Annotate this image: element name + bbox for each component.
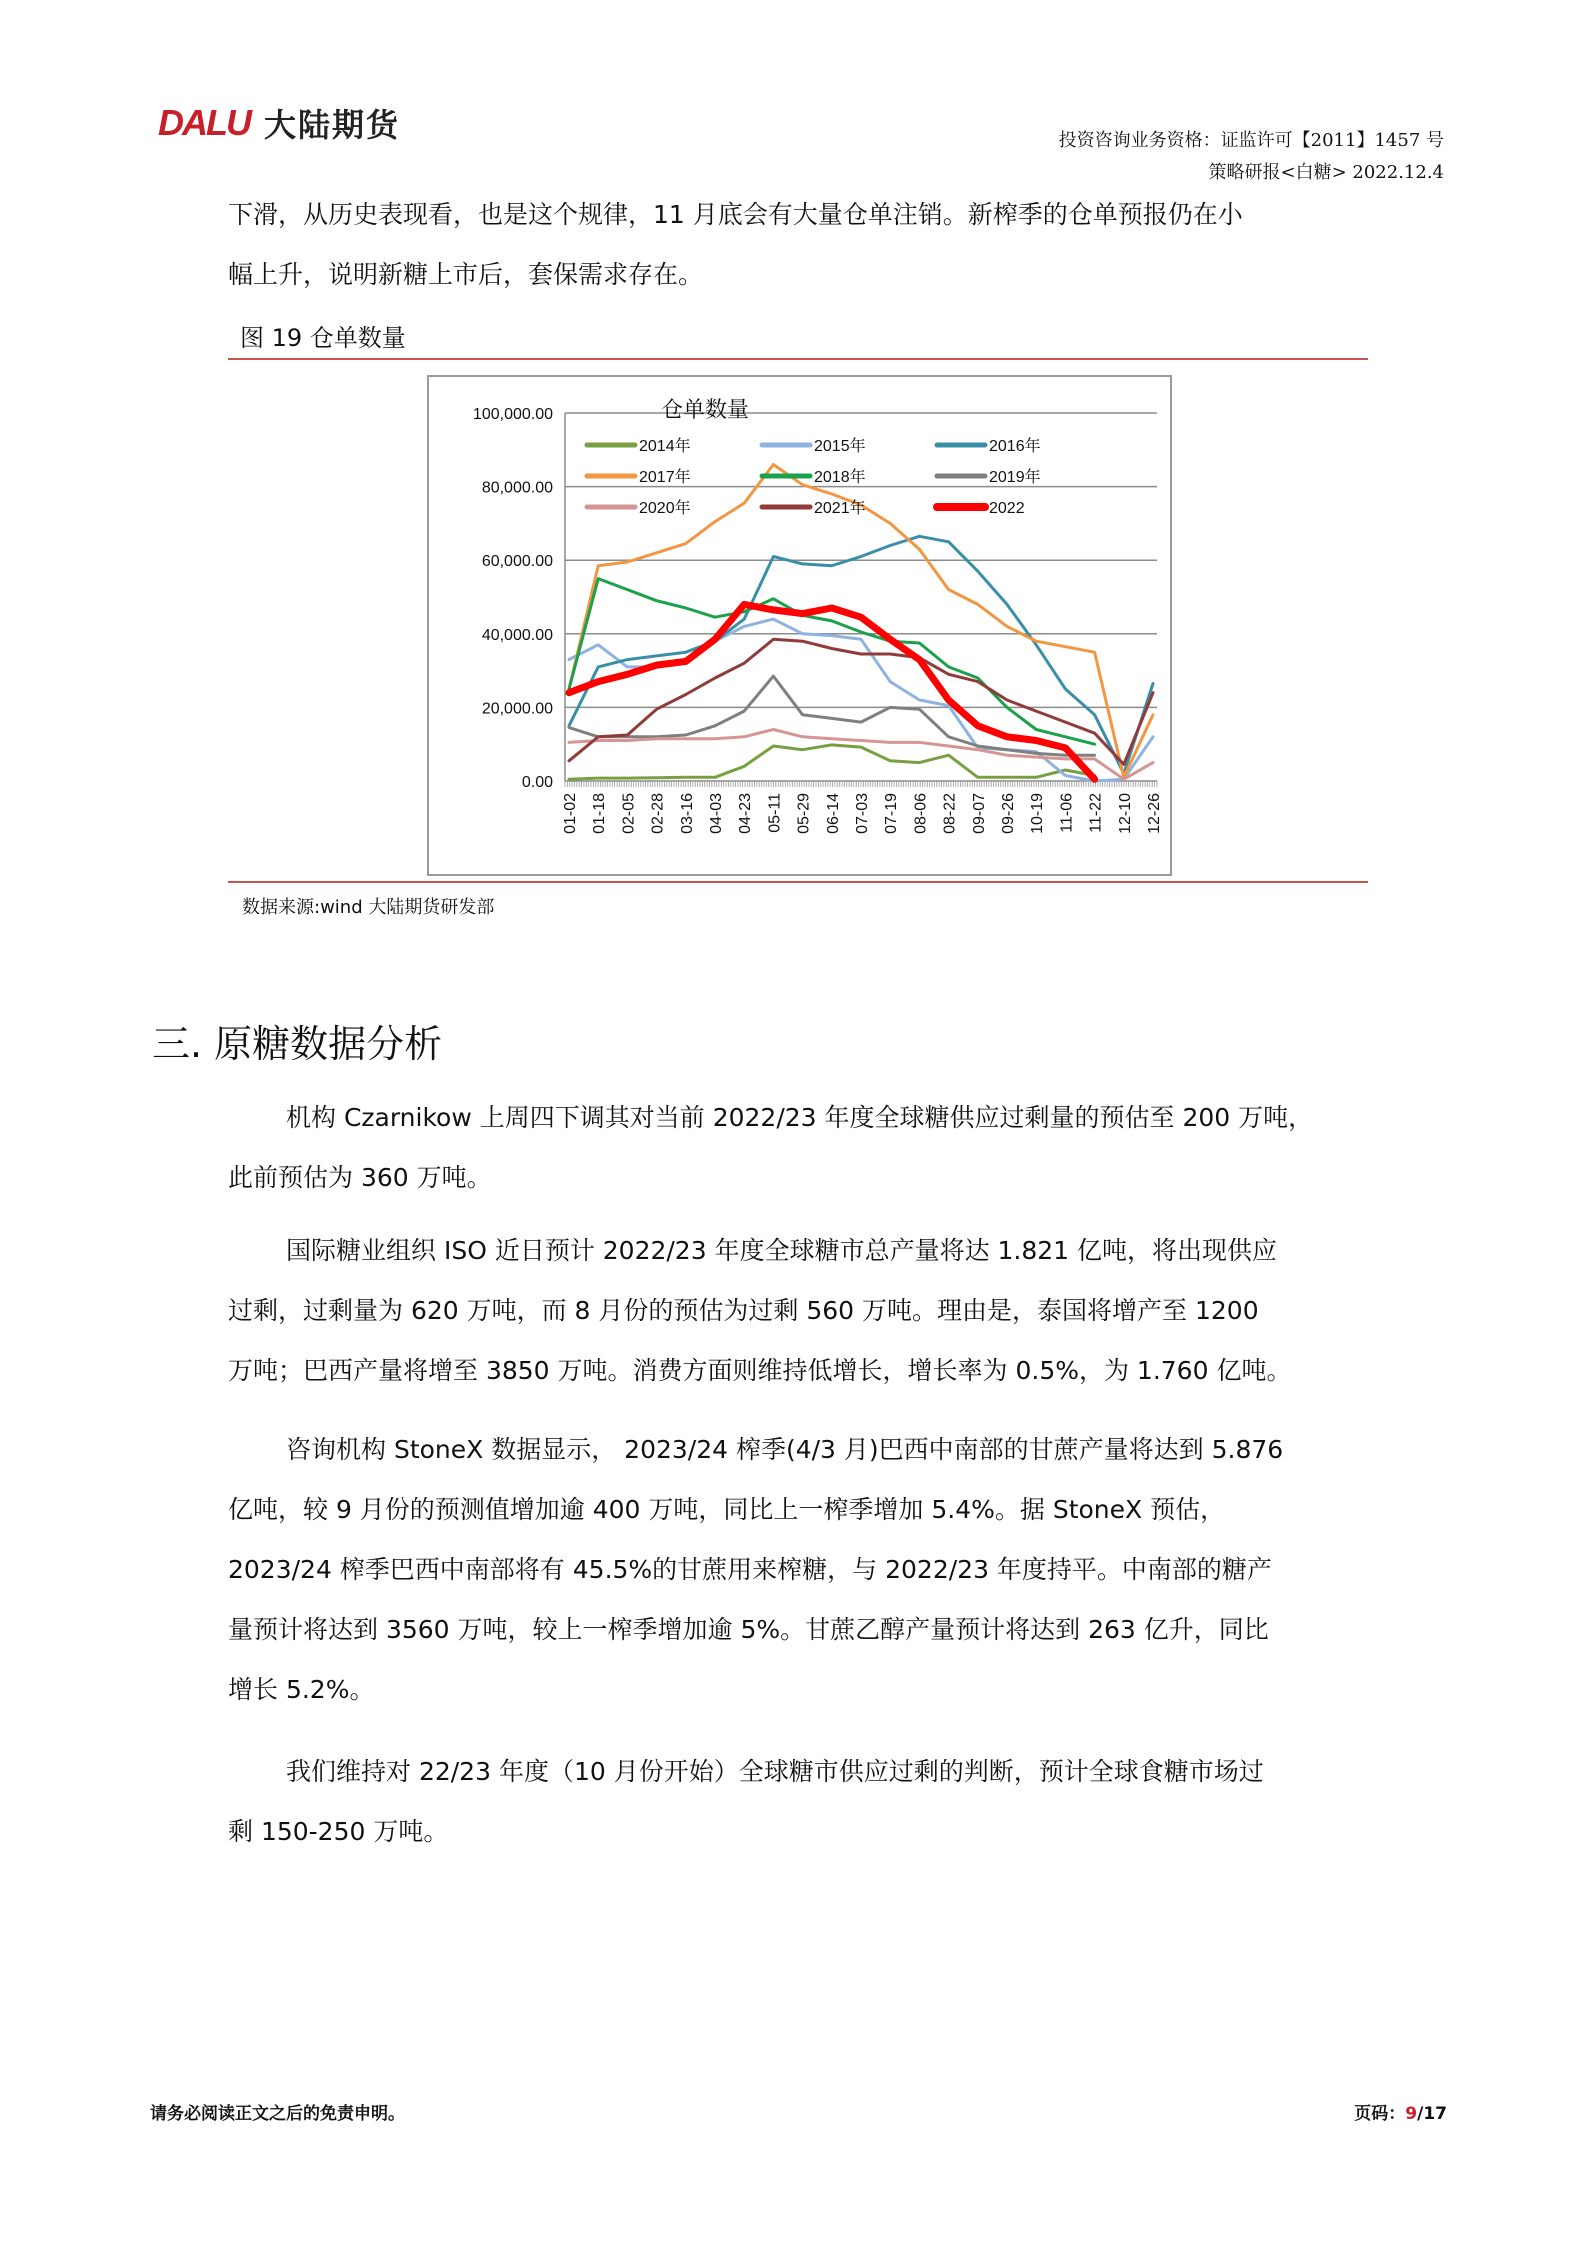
chart-legend bbox=[587, 436, 1041, 517]
legend-label: 2015年 bbox=[814, 438, 866, 455]
x-tick-label: 09-07 bbox=[970, 793, 988, 834]
p2-line-1: 国际糖业组织 ISO 近日预计 2022/23 年度全球糖市总产量将达 1.821 亿吨，将出现供应 bbox=[286, 1236, 1278, 1265]
y-tick-label: 40,000.00 bbox=[481, 626, 553, 644]
paragraph-iso bbox=[228, 1221, 1448, 1401]
x-tick-label: 12-10 bbox=[1116, 793, 1134, 834]
p3-line-5: 增长 5.2%。 bbox=[228, 1675, 375, 1704]
legend-label: 2014年 bbox=[639, 438, 691, 455]
page-current: 9 bbox=[1405, 2104, 1418, 2124]
chart-frame bbox=[427, 375, 1172, 876]
warehouse-receipt-chart bbox=[429, 377, 1170, 874]
y-tick-label: 100,000.00 bbox=[472, 406, 553, 423]
qualification-text: 投资咨询业务资格：证监许可【2011】1457 号 bbox=[1058, 130, 1444, 151]
paragraph-czarnikow bbox=[228, 1088, 1448, 1208]
p1-line-1: 机构 Czarnikow 上周四下调其对当前 2022/23 年度全球糖供应过剩量的预估至 200 万吨， bbox=[286, 1103, 1314, 1132]
p2-line-3: 万吨；巴西产量将增至 3850 万吨。消费方面则维持低增长，增长率为 0.5%，为 1.760 亿吨。 bbox=[228, 1356, 1292, 1385]
x-tick-label: 05-29 bbox=[795, 793, 813, 834]
p3-line-3: 2023/24 榨季巴西中南部将有 45.5%的甘蔗用来榨糖，与 2022/23 年度持平。中南部的糖产 bbox=[228, 1555, 1272, 1584]
legend-label: 2020年 bbox=[639, 500, 691, 517]
x-tick-label: 12-26 bbox=[1146, 793, 1163, 834]
source-divider bbox=[228, 881, 1368, 883]
y-tick-label: 80,000.00 bbox=[481, 479, 553, 497]
x-tick-label: 07-19 bbox=[883, 793, 901, 834]
x-tick-label: 11-06 bbox=[1058, 793, 1076, 833]
y-tick-label: 60,000.00 bbox=[481, 553, 553, 571]
section-heading: 三. 原糖数据分析 bbox=[152, 1022, 443, 1066]
paragraph-outlook bbox=[228, 1742, 1448, 1862]
intro-line-2: 幅上升，说明新糖上市后，套保需求存在。 bbox=[228, 260, 704, 289]
p2-line-2: 过剩，过剩量为 620 万吨，而 8 月份的预估为过剩 560 万吨。理由是，泰国将增产至 1200 bbox=[228, 1296, 1259, 1325]
p3-line-1: 咨询机构 StoneX 数据显示， 2023/24 榨季(4/3 月)巴西中南部的甘蔗产量将达到 5.876 bbox=[286, 1435, 1284, 1464]
x-tick-label: 04-03 bbox=[708, 793, 725, 834]
paragraph-stonex bbox=[228, 1420, 1448, 1720]
legend-label: 2019年 bbox=[989, 469, 1041, 486]
intro-paragraph bbox=[228, 185, 1448, 305]
page-total: /17 bbox=[1417, 2104, 1447, 2124]
y-axis-ticks bbox=[473, 406, 553, 791]
data-source: 数据来源:wind 大陆期货研发部 bbox=[242, 897, 495, 918]
y-tick-label: 0.00 bbox=[521, 774, 553, 791]
x-tick-label: 05-11 bbox=[766, 793, 784, 833]
y-tick-label: 20,000.00 bbox=[481, 700, 553, 718]
x-tick-label: 01-18 bbox=[591, 793, 609, 834]
x-tick-label: 04-23 bbox=[737, 793, 755, 834]
x-tick-label: 11-22 bbox=[1087, 793, 1105, 833]
x-tick-label: 02-28 bbox=[649, 793, 667, 834]
x-axis-ticks bbox=[562, 793, 1163, 834]
x-tick-label: 02-05 bbox=[620, 793, 638, 834]
x-tick-label: 01-02 bbox=[562, 793, 579, 834]
figure-caption: 图 19 仓单数量 bbox=[240, 324, 406, 352]
p3-line-2: 亿吨，较 9 月份的预测值增加逾 400 万吨，同比上一榨季增加 5.4%。据 StoneX 预估， bbox=[228, 1495, 1226, 1524]
page-number bbox=[1354, 2099, 1447, 2124]
legend-label: 2022 bbox=[989, 500, 1025, 517]
logo-text: 大陆期货 bbox=[263, 106, 400, 144]
disclaimer-note: 请务必阅读正文之后的免责申明。 bbox=[150, 2104, 405, 2124]
x-tick-label: 10-19 bbox=[1029, 793, 1047, 834]
legend-label: 2021年 bbox=[814, 500, 866, 517]
chart-title: 仓单数量 bbox=[660, 397, 750, 422]
x-tick-label: 09-26 bbox=[1000, 793, 1017, 834]
p4-line-1: 我们维持对 22/23 年度（10 月份开始）全球糖市供应过剩的判断，预计全球食糖市场过 bbox=[286, 1757, 1264, 1786]
caption-divider bbox=[228, 358, 1368, 360]
x-tick-label: 08-06 bbox=[912, 793, 930, 834]
series-line-2015年 bbox=[569, 619, 1153, 781]
legend-label: 2016年 bbox=[989, 438, 1041, 455]
p3-line-4: 量预计将达到 3560 万吨，较上一榨季增加逾 5%。甘蔗乙醇产量预计将达到 263 亿升，同比 bbox=[228, 1615, 1269, 1644]
company-logo bbox=[158, 103, 400, 143]
legend-label: 2017年 bbox=[639, 469, 691, 486]
x-tick-label: 08-22 bbox=[941, 793, 959, 834]
page-label: 页码： bbox=[1354, 2104, 1406, 2124]
p4-line-2: 剩 150-250 万吨。 bbox=[228, 1817, 449, 1846]
logo-mark: DALU bbox=[158, 102, 250, 143]
p1-line-2: 此前预估为 360 万吨。 bbox=[228, 1163, 492, 1192]
x-tick-label: 03-16 bbox=[678, 793, 696, 834]
legend-label: 2018年 bbox=[814, 469, 866, 486]
x-tick-label: 07-03 bbox=[854, 793, 871, 834]
x-tick-label: 06-14 bbox=[824, 793, 842, 834]
intro-line-1: 下滑，从历史表现看，也是这个规律，11 月底会有大量仓单注销。新榨季的仓单预报仍在小 bbox=[228, 200, 1243, 229]
report-line: 策略研报<白糖> 2022.12.4 bbox=[1208, 162, 1444, 183]
